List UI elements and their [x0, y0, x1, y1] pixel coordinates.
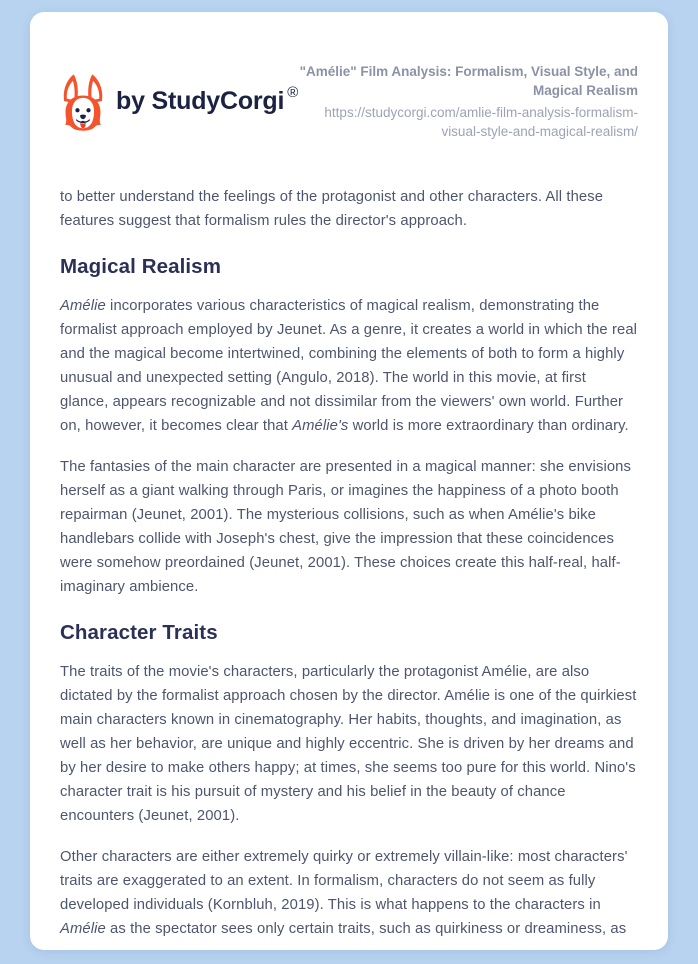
text-segment: incorporates various characteristics of magical realism, demonstrating the formalist approach employed by Jeunet. As a genre, it creates a world in which the real and the magical become intertwined, combining the elements of both to form a highly unusual and unexpected setting (Angulo, 2018). The world in this movie, at first glance, appears recognizable and not dissimilar from the viewers' own world. Further on, however, it becomes clear that — [60, 298, 638, 434]
text-segment: world is more extraordinary than ordinary. — [348, 418, 629, 434]
italic-text-segment: Amélie's — [292, 418, 349, 434]
paragraph — [60, 185, 638, 233]
section-heading: Magical Realism — [60, 255, 222, 278]
text-segment: as the spectator sees only certain traits, such as quirkiness or dreaminess, as — [105, 921, 627, 937]
document-card — [30, 12, 668, 950]
text-segment: Other characters are either extremely quirky or extremely villain-like: most characters' traits are exaggerated to an extent. In formalism, characters do not seem as fully developed individuals (Kornbluh, 2019). This is what happens to the characters in — [60, 849, 628, 913]
brand — [60, 72, 298, 132]
paragraph — [60, 660, 638, 828]
corgi-face-icon — [60, 72, 106, 132]
text-segment: to better understand the feelings of the protagonist and other characters. All these features suggest that formalism rules the director's approach. — [60, 189, 604, 229]
registered-trademark: ® — [287, 84, 299, 101]
document-meta — [298, 62, 638, 141]
text-segment: The traits of the movie's characters, particularly the protagonist Amélie, are also dictated by the formalist approach chosen by the director. Amélie is one of the quirkiest main characters known in cinematography. Her habits, thoughts, and imagination, as well as her behavior, are unique and highly eccentric. She is driven by her dreams and by her desire to make others happy; at times, she seems too pure for this world. Nino's character trait is his pursuit of mystery and his belief in the beauty of chance encounters (Jeunet, 2001). — [60, 664, 637, 824]
section-heading: Character Traits — [60, 621, 218, 644]
paragraph — [60, 845, 638, 941]
document-title: "Amélie" Film Analysis: Formalism, Visual Style, and Magical Realism — [299, 64, 638, 98]
italic-text-segment: Amélie — [60, 921, 106, 937]
article-body — [60, 185, 638, 941]
header — [60, 62, 638, 141]
brand-name: by StudyCorgi — [116, 87, 285, 115]
document-url[interactable]: https://studycorgi.com/amlie-film-analysis-formalism-visual-style-and-magical-realism/ — [324, 105, 638, 139]
paragraph — [60, 455, 638, 599]
paragraph — [60, 294, 638, 438]
text-segment: The fantasies of the main character are presented in a magical manner: she envisions herself as a giant walking through Paris, or imagines the happiness of a photo booth repairman (Jeunet, 2001). The mysterious collisions, such as when Amélie's bike handlebars collide with Joseph's chest, give the impression that these coincidences were somehow preordained (Jeunet, 2001). These choices create this half-real, half-imaginary ambience. — [60, 459, 631, 595]
italic-text-segment: Amélie — [60, 298, 106, 314]
